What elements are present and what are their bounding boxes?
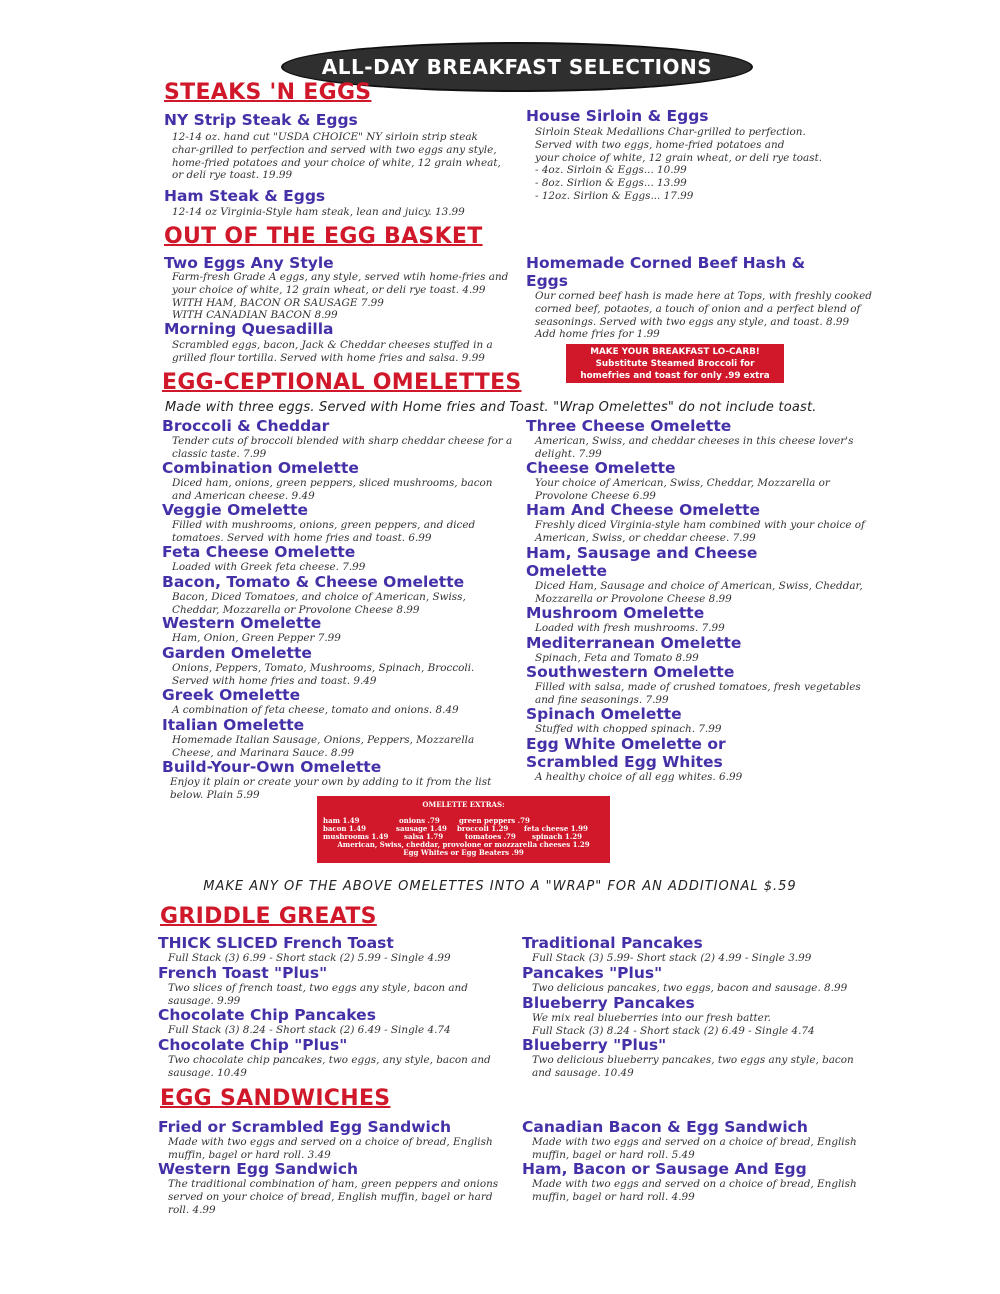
extra-salsa: salsa 1.79 bbox=[404, 832, 444, 841]
item-name-bacon-tomato: Bacon, Tomato & Cheese Omelette bbox=[162, 573, 465, 591]
item-desc-canadian-bacon-sandwich: Made with two eggs and served on a choice of bread, English muffin, bagel or hard roll. 5.49 bbox=[532, 1136, 857, 1161]
section-title-griddle: GRIDDLE GREATS bbox=[160, 904, 377, 929]
item-desc-pancakes-plus: Two delicious pancakes, two eggs, bacon and sausage. 8.99 bbox=[532, 982, 848, 994]
item-desc-egg-white: A healthy choice of all egg whites. 6.99 bbox=[535, 771, 743, 783]
extras-egg-whites: Egg Whites or Egg Beaters .99 bbox=[403, 848, 524, 857]
extra-spinach: spinach 1.29 bbox=[532, 832, 582, 841]
item-name-mediterranean: Mediterranean Omelette bbox=[526, 634, 742, 652]
item-name-mushroom: Mushroom Omelette bbox=[526, 604, 705, 622]
item-name-ham-steak: Ham Steak & Eggs bbox=[164, 187, 326, 205]
item-desc-feta: Loaded with Greek feta cheese. 7.99 bbox=[172, 561, 366, 573]
item-name-canadian-bacon-sandwich: Canadian Bacon & Egg Sandwich bbox=[522, 1118, 808, 1136]
extras-title: OMELETTE EXTRAS: bbox=[422, 800, 505, 809]
item-desc-quesadilla: Scrambled eggs, bacon, Jack & Cheddar cheeses stuffed in a grilled flour tortilla. Served with home fries and salsa. 9.99 bbox=[172, 339, 493, 364]
item-desc-french-toast-plus: Two slices of french toast, two eggs any style, bacon and sausage. 9.99 bbox=[168, 982, 468, 1007]
item-name-house-sirloin: House Sirloin & Eggs bbox=[526, 107, 709, 125]
item-name-greek: Greek Omelette bbox=[162, 686, 301, 704]
extras-cheeses: American, Swiss, cheddar, provolone or mozzarella cheeses 1.29 bbox=[337, 840, 590, 849]
item-desc-blueberry-plus: Two delicious blueberry pancakes, two eggs any style, bacon and sausage. 10.49 bbox=[532, 1054, 854, 1079]
lo-carb-callout: MAKE YOUR BREAKFAST LO-CARB! Substitute Steamed Broccoli for homefries and toast for only .99 extra bbox=[566, 344, 784, 383]
item-name-cheese: Cheese Omelette bbox=[526, 459, 676, 477]
omelette-note: Made with three eggs. Served with Home fries and Toast. "Wrap Omelettes" do not include toast. bbox=[165, 400, 817, 415]
item-name-french-toast: THICK SLICED French Toast bbox=[158, 934, 394, 952]
item-name-egg-white-2: Scrambled Egg Whites bbox=[526, 753, 723, 771]
item-name-traditional-pancakes: Traditional Pancakes bbox=[522, 934, 703, 952]
item-name-ham-sausage-cheese: Ham, Sausage and Cheese bbox=[526, 544, 758, 562]
item-name-fried-egg-sandwich: Fried or Scrambled Egg Sandwich bbox=[158, 1118, 452, 1136]
extra-mushrooms: mushrooms 1.49 bbox=[323, 832, 389, 841]
item-name-blueberry-pancakes: Blueberry Pancakes bbox=[522, 994, 695, 1012]
item-name-ham-bacon-sausage-egg: Ham, Bacon or Sausage And Egg bbox=[522, 1160, 807, 1178]
item-desc-mediterranean: Spinach, Feta and Tomato 8.99 bbox=[535, 652, 699, 664]
item-desc-ham-sausage-cheese: Diced Ham, Sausage and choice of American, Swiss, Cheddar, Mozzarella or Provolone Cheese 8.99 bbox=[535, 580, 863, 605]
item-desc-build-your-own: Enjoy it plain or create your own by adding to it from the list below. Plain 5.99 bbox=[170, 776, 492, 801]
item-name-feta: Feta Cheese Omelette bbox=[162, 543, 356, 561]
item-name-veggie: Veggie Omelette bbox=[162, 501, 309, 519]
item-desc-two-eggs: Farm-fresh Grade A eggs, any style, served wtih home-fries and your choice of white, 12 grain wheat, or deli rye toast. 4.99 WITH HAM, BACON OR SAUSAGE 7.99 WITH CANADIAN BACON 8.99 bbox=[172, 271, 509, 322]
item-name-combination: Combination Omelette bbox=[162, 459, 359, 477]
item-name-western: Western Omelette bbox=[162, 614, 322, 632]
item-name-french-toast-plus: French Toast "Plus" bbox=[158, 964, 328, 982]
item-name-corned-beef-2: Eggs bbox=[526, 272, 569, 290]
item-desc-veggie: Filled with mushrooms, onions, green peppers, and diced tomatoes. Served with home fries and toast. 6.99 bbox=[172, 519, 476, 544]
banner-title: ALL-DAY BREAKFAST SELECTIONS bbox=[321, 55, 713, 79]
item-desc-corned-beef: Our corned beef hash is made here at Tops, with freshly cooked corned beef, potaotes, a touch of onion and a perfect blend of seasonings. Served with two eggs any style, and toast. 8.99 Add home fries for 1.99 bbox=[535, 290, 872, 341]
item-desc-mushroom: Loaded with fresh mushrooms. 7.99 bbox=[535, 622, 725, 634]
item-name-blueberry-plus: Blueberry "Plus" bbox=[522, 1036, 667, 1054]
item-name-western-sandwich: Western Egg Sandwich bbox=[158, 1160, 359, 1178]
wrap-note: MAKE ANY OF THE ABOVE OMELETTES INTO A "WRAP" FOR AN ADDITIONAL $.59 bbox=[203, 879, 797, 894]
item-name-ham-cheese: Ham And Cheese Omelette bbox=[526, 501, 761, 519]
item-name-broccoli-cheddar: Broccoli & Cheddar bbox=[162, 417, 330, 435]
extra-feta: feta cheese 1.99 bbox=[524, 824, 588, 833]
item-name-southwestern: Southwestern Omelette bbox=[526, 663, 735, 681]
item-desc-combination: Diced ham, onions, green peppers, sliced mushrooms, bacon and American cheese. 9.49 bbox=[172, 477, 493, 502]
item-name-two-eggs: Two Eggs Any Style bbox=[164, 254, 334, 272]
extra-broccoli: broccoli 1.29 bbox=[457, 824, 509, 833]
item-desc-garden: Onions, Peppers, Tomato, Mushrooms, Spinach, Broccoli. Served with home fries and toast. 9.49 bbox=[172, 662, 475, 687]
omelette-extras-box bbox=[317, 796, 610, 863]
item-desc-western-sandwich: The traditional combination of ham, green peppers and onions served on your choice of bread, English muffin, bagel or hard roll. 4.99 bbox=[168, 1178, 499, 1216]
item-desc-ny-strip: 12-14 oz. hand cut "USDA CHOICE" NY sirloin strip steak char-grilled to perfection and served with two eggs any style, home-fried potatoes and your choice of white, 12 grain wheat, or deli rye toast. 19.99 bbox=[172, 131, 501, 182]
item-name-egg-white: Egg White Omelette or bbox=[526, 735, 726, 753]
item-desc-traditional-pancakes: Full Stack (3) 5.99- Short stack (2) 4.99 - Single 3.99 bbox=[532, 952, 812, 964]
extra-green-peppers: green peppers .79 bbox=[459, 816, 530, 825]
item-name-ham-sausage-cheese-2: Omelette bbox=[526, 562, 607, 580]
extra-bacon: bacon 1.49 bbox=[323, 824, 366, 833]
item-desc-french-toast: Full Stack (3) 6.99 - Short stack (2) 5.99 - Single 4.99 bbox=[168, 952, 451, 964]
item-name-choc-chip-pancakes: Chocolate Chip Pancakes bbox=[158, 1006, 376, 1024]
item-name-corned-beef: Homemade Corned Beef Hash & bbox=[526, 254, 806, 272]
item-name-ny-strip: NY Strip Steak & Eggs bbox=[164, 111, 358, 129]
item-desc-southwestern: Filled with salsa, made of crushed tomatoes, fresh vegetables and fine seasonings. 7.99 bbox=[535, 681, 861, 706]
item-desc-western: Ham, Onion, Green Pepper 7.99 bbox=[172, 632, 341, 644]
item-desc-ham-bacon-sausage-egg: Made with two eggs and served on a choice of bread, English muffin, bagel or hard roll. 4.99 bbox=[532, 1178, 857, 1203]
item-desc-three-cheese: American, Swiss, and cheddar cheeses in this cheese lover's delight. 7.99 bbox=[535, 435, 854, 460]
section-title-omelettes: EGG-CEPTIONAL OMELETTES bbox=[162, 370, 522, 395]
item-name-italian: Italian Omelette bbox=[162, 716, 305, 734]
section-title-steaks: STEAKS 'N EGGS bbox=[164, 80, 372, 105]
item-desc-house-sirloin: Sirloin Steak Medallions Char-grilled to perfection. Served with two eggs, home-fried potatoes and your choice of white, 12 grain wheat, or deli rye toast. - 4oz. Sirloin & Eggs... 10.99 - 8oz. Sirlion & Eggs... 13.99 - 12oz. Sirlion & Eggs... 17.99 bbox=[535, 126, 823, 202]
item-desc-spinach: Stuffed with chopped spinach. 7.99 bbox=[535, 723, 722, 735]
item-name-spinach: Spinach Omelette bbox=[526, 705, 682, 723]
item-desc-cheese: Your choice of American, Swiss, Cheddar, Mozzarella or Provolone Cheese 6.99 bbox=[535, 477, 830, 502]
extra-ham: ham 1.49 bbox=[323, 816, 360, 825]
item-name-quesadilla: Morning Quesadilla bbox=[164, 320, 334, 338]
extra-onions: onions .79 bbox=[399, 816, 440, 825]
item-desc-broccoli-cheddar: Tender cuts of broccoli blended with sharp cheddar cheese for a classic taste. 7.99 bbox=[172, 435, 513, 460]
item-desc-ham-cheese: Freshly diced Virginia-style ham combined with your choice of American, Swiss, or cheddar cheese. 7.99 bbox=[535, 519, 865, 544]
item-desc-blueberry-pancakes: We mix real blueberries into our fresh batter. Full Stack (3) 8.24 - Short stack (2) 6.49 - Single 4.74 bbox=[532, 1012, 815, 1037]
item-name-pancakes-plus: Pancakes "Plus" bbox=[522, 964, 663, 982]
item-desc-fried-egg-sandwich: Made with two eggs and served on a choice of bread, English muffin, bagel or hard roll. 3.49 bbox=[168, 1136, 493, 1161]
item-desc-ham-steak: 12-14 oz Virginia-Style ham steak, lean and juicy. 13.99 bbox=[172, 206, 465, 218]
item-name-build-your-own: Build-Your-Own Omelette bbox=[162, 758, 382, 776]
item-desc-greek: A combination of feta cheese, tomato and onions. 8.49 bbox=[172, 704, 459, 716]
item-desc-choc-chip-pancakes: Full Stack (3) 8.24 - Short stack (2) 6.49 - Single 4.74 bbox=[168, 1024, 451, 1036]
item-desc-bacon-tomato: Bacon, Diced Tomatoes, and choice of American, Swiss, Cheddar, Mozzarella or Provolone Cheese 8.99 bbox=[172, 591, 466, 616]
item-name-choc-chip-plus: Chocolate Chip "Plus" bbox=[158, 1036, 348, 1054]
section-title-egg-basket: OUT OF THE EGG BASKET bbox=[164, 224, 483, 249]
item-name-garden: Garden Omelette bbox=[162, 644, 312, 662]
extra-tomatoes: tomatoes .79 bbox=[465, 832, 516, 841]
item-desc-italian: Homemade Italian Sausage, Onions, Peppers, Mozzarella Cheese, and Marinara Sauce. 8.99 bbox=[172, 734, 475, 759]
extra-sausage: sausage 1.49 bbox=[396, 824, 447, 833]
item-desc-choc-chip-plus: Two chocolate chip pancakes, two eggs, any style, bacon and sausage. 10.49 bbox=[168, 1054, 491, 1079]
section-title-sandwiches: EGG SANDWICHES bbox=[160, 1086, 391, 1111]
item-name-three-cheese: Three Cheese Omelette bbox=[526, 417, 732, 435]
